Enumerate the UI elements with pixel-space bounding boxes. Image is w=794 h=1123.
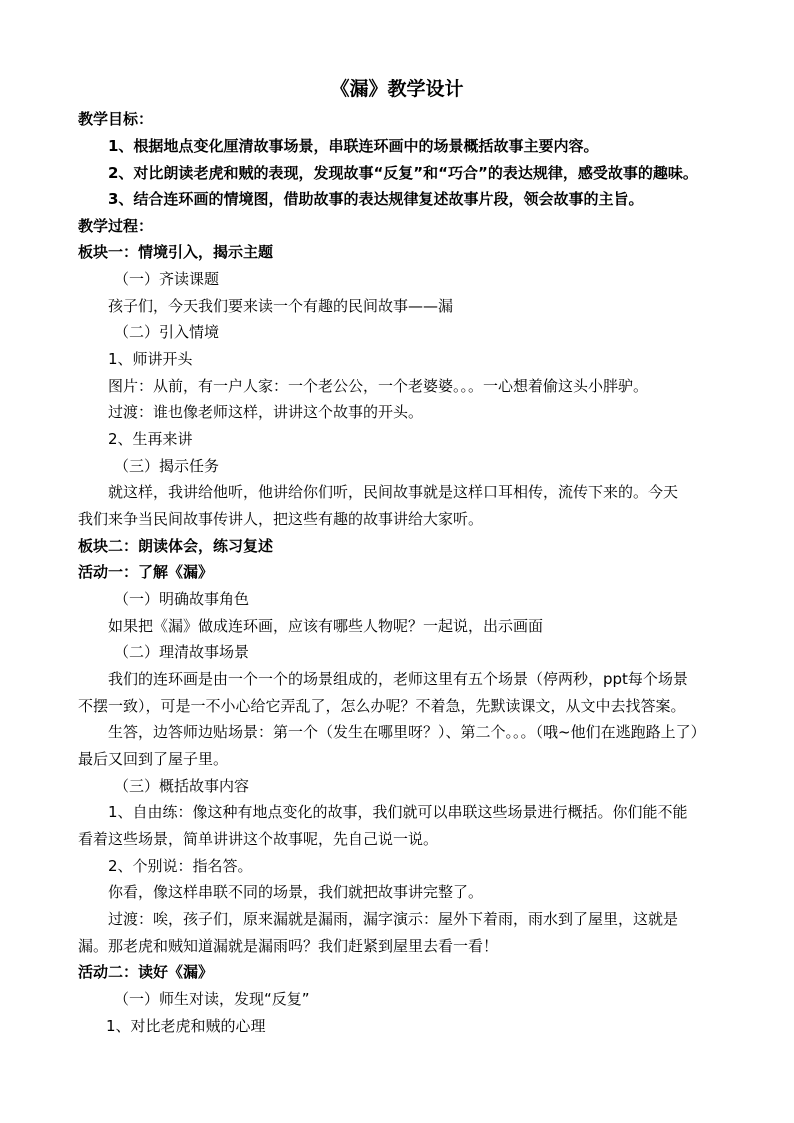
paragraph: 过渡：唉，孩子们，原来漏就是漏雨，漏字演示：屋外下着雨，雨水到了屋里，这就是 [108,910,679,928]
list-item: 1、师讲开头 [108,350,193,368]
paragraph: 2、个别说：指名答。 [108,857,253,875]
paragraph: 图片：从前，有一户人家：一个老公公，一个老婆婆。。。一心想着偷这头小胖驴。 [108,377,649,395]
paragraph: 就这样，我讲给他听，他讲给你们听，民间故事就是这样口耳相传，流传下来的。今天 [108,483,679,501]
section-heading: （一）明确故事角色 [114,590,250,608]
goal-item: 3、结合连环画的情境图，借助故事的表达规律复述故事片段，领会故事的主旨。 [108,190,644,208]
section-heading: （一）齐读课题 [114,270,220,288]
block-heading: 板块二：朗读体会，练习复述 [78,537,274,555]
section-heading: （二）理清故事场景 [114,643,250,661]
activity-heading: 活动一：了解《漏》 [78,563,214,581]
paragraph: 最后又回到了屋子里。 [78,750,229,768]
goal-item: 2、对比朗读老虎和贼的表现，发现故事“反复”和“巧合”的表达规律，感受故事的趣味。 [108,164,698,182]
section-heading: （三）揭示任务 [114,457,220,475]
paragraph: 如果把《漏》做成连环画，应该有哪些人物呢？一起说，出示画面 [108,617,544,635]
section-heading: （二）引入情境 [114,323,220,341]
section-heading: （一）师生对读，发现“反复” [114,990,310,1008]
goal-item: 1、根据地点变化厘清故事场景，串联连环画中的场景概括故事主要内容。 [108,137,599,155]
process-heading: 教学过程： [78,217,154,235]
activity-heading: 活动二：读好《漏》 [78,963,214,981]
paragraph: 生答，边答师边贴场景：第一个（发生在哪里呀？）、第二个。。。（哦~他们在逃跑路上了） [108,723,706,741]
paragraph: 漏。那老虎和贼知道漏就是漏雨吗？我们赶紧到屋里去看一看！ [78,937,499,955]
paragraph: 过渡：谁也像老师这样，讲讲这个故事的开头。 [108,403,424,421]
paragraph: 你看，像这样串联不同的场景，我们就把故事讲完整了。 [108,883,484,901]
paragraph: 我们的连环画是由一个一个的场景组成的，老师这里有五个场景（停两秒，ppt每个场景 [108,670,688,688]
section-heading: （三）概括故事内容 [114,777,250,795]
paragraph: 1、自由练：像这种有地点变化的故事，我们就可以串联这些场景进行概括。你们能不能 [108,803,688,821]
goals-heading: 教学目标： [78,110,154,128]
block-heading: 板块一：情境引入，揭示主题 [78,243,274,261]
list-item: 2、生再来讲 [108,430,193,448]
paragraph: 我们来争当民间故事传讲人，把这些有趣的故事讲给大家听。 [78,510,484,528]
page-title: 《漏》教学设计 [330,78,464,100]
paragraph: 不摆一致），可是一不小心给它弄乱了，怎么办呢？不着急，先默读课文，从文中去找答案。 [78,697,686,715]
list-item: 1、对比老虎和贼的心理 [106,1017,266,1035]
paragraph: 孩子们，今天我们要来读一个有趣的民间故事——漏 [108,297,454,315]
paragraph: 看着这些场景，简单讲讲这个故事呢，先自己说一说。 [78,830,439,848]
